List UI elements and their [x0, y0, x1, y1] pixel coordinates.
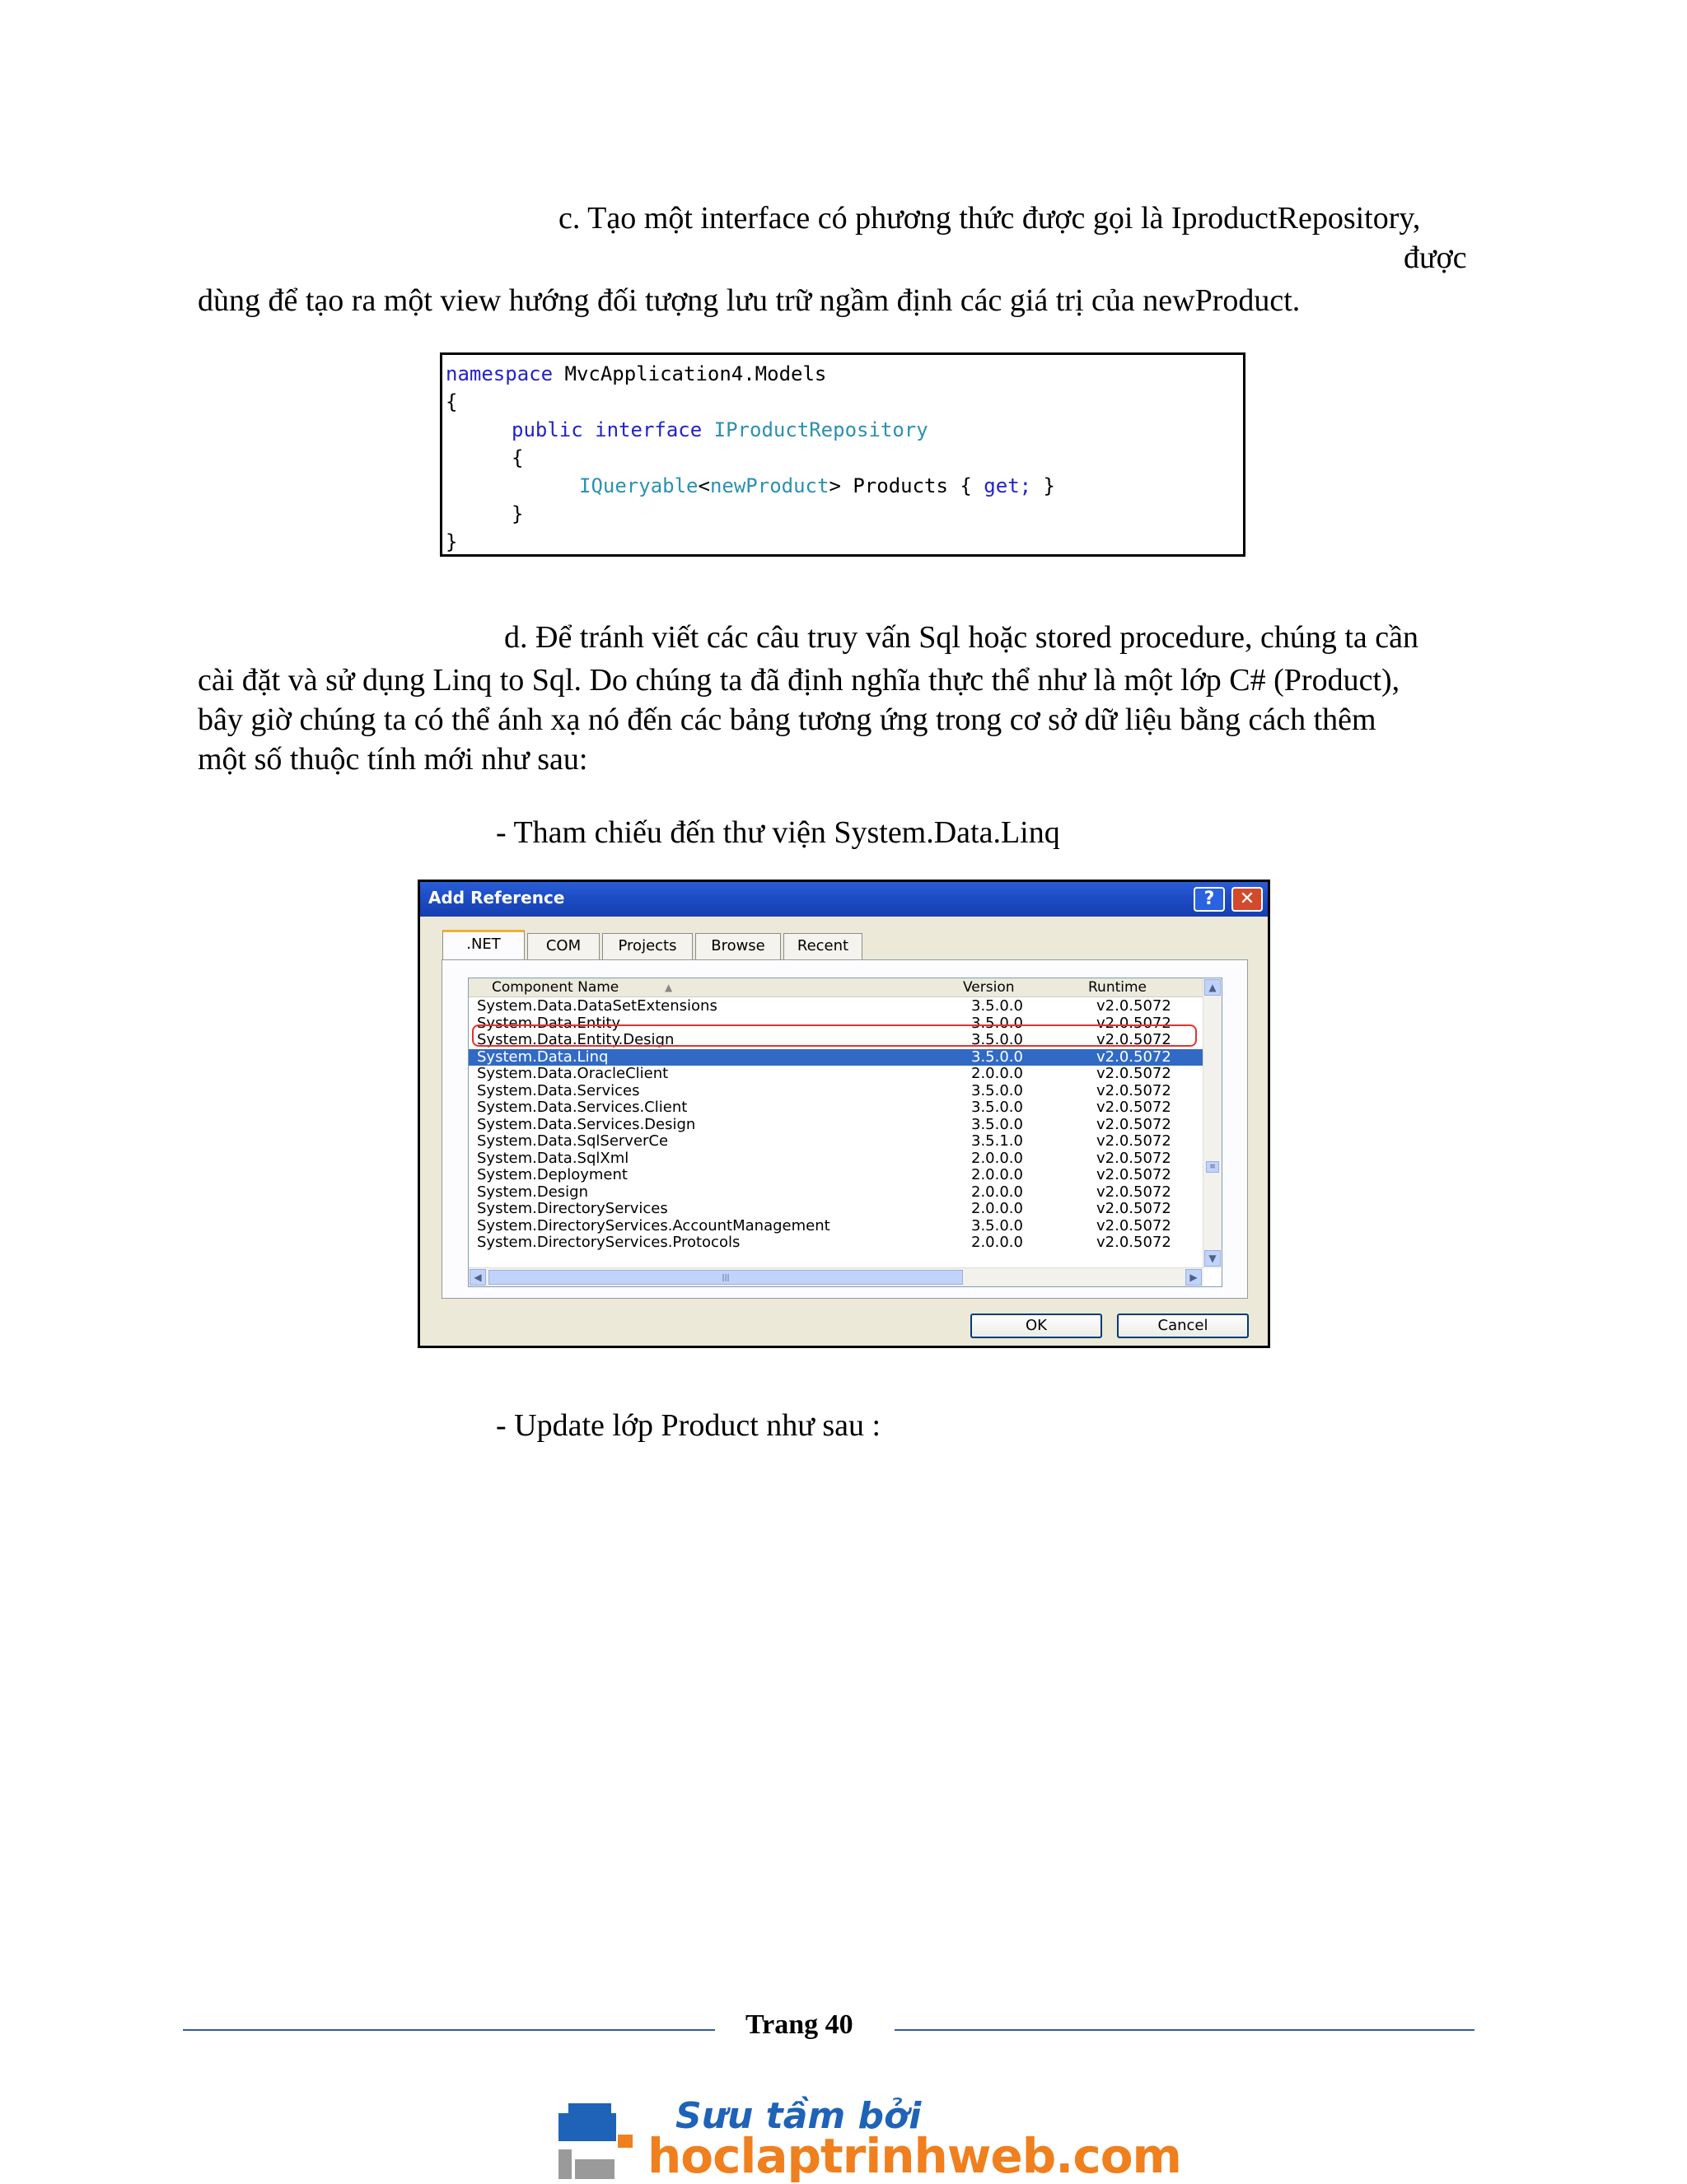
version-cell: 3.5.0.0 — [971, 1216, 1023, 1234]
component-name-cell: System.Design — [477, 1183, 588, 1201]
code-line-6: } — [512, 502, 524, 525]
code-line-7: } — [446, 530, 458, 553]
component-name-cell: System.Deployment — [477, 1166, 628, 1183]
page-number: Trang 40 — [745, 2009, 853, 2040]
component-name-cell: System.Data.OracleClient — [477, 1065, 669, 1082]
list-item[interactable] — [469, 998, 1203, 1015]
version-cell: 3.5.0.0 — [971, 1048, 1023, 1066]
para-d-line3: bây giờ chúng ta có thể ánh xạ nó đến các bảng tương ứng trong cơ sở dữ liệu bằng cách thêm — [198, 702, 1376, 737]
version-cell: 3.5.0.0 — [971, 1014, 1023, 1032]
runtime-cell: v2.0.5072 — [1096, 1099, 1171, 1116]
para-c-line1: c. Tạo một interface có phương thức được gọi là IproductRepository, — [558, 201, 1421, 236]
component-name-cell: System.Data.Services.Design — [477, 1115, 696, 1133]
list-item[interactable] — [469, 1117, 1203, 1133]
version-cell: 2.0.0.0 — [971, 1183, 1023, 1201]
version-cell: 2.0.0.0 — [971, 1149, 1023, 1167]
runtime-cell: v2.0.5072 — [1096, 1200, 1171, 1217]
component-name-cell: System.DirectoryServices.Protocols — [477, 1234, 741, 1251]
code-snippet — [440, 352, 1245, 557]
runtime-cell: v2.0.5072 — [1096, 997, 1171, 1015]
para-d-line2: cài đặt và sử dụng Linq to Sql. Do chúng ta đã định nghĩa thực thể như là một lớp C# (Product), — [198, 663, 1400, 698]
runtime-cell: v2.0.5072 — [1096, 1048, 1171, 1066]
runtime-cell: v2.0.5072 — [1096, 1149, 1171, 1167]
column-runtime[interactable]: Runtime — [1088, 979, 1147, 996]
version-cell: 2.0.0.0 — [971, 1065, 1023, 1082]
para-c-line3: dùng để tạo ra một view hướng đối tượng lưu trữ ngầm định các giá trị của newProduct. — [198, 283, 1301, 318]
logo-site: hoclaptrinhweb.com — [647, 2128, 1181, 2184]
runtime-cell: v2.0.5072 — [1096, 1065, 1171, 1082]
para-c-line2: được — [1404, 240, 1467, 275]
runtime-cell: v2.0.5072 — [1096, 1081, 1171, 1099]
list-item[interactable] — [469, 1167, 1203, 1183]
para-d-line4: một số thuộc tính mới như sau: — [198, 742, 588, 777]
add-reference-dialog — [418, 880, 1270, 1348]
list-item[interactable] — [469, 1184, 1203, 1201]
horizontal-scrollbar[interactable] — [469, 1267, 1203, 1286]
version-cell: 2.0.0.0 — [971, 1234, 1023, 1251]
tab-projects[interactable]: Projects — [602, 933, 693, 959]
list-item[interactable] — [469, 1218, 1203, 1234]
bullet-update: - Update lớp Product như sau : — [496, 1408, 881, 1443]
runtime-cell: v2.0.5072 — [1096, 1234, 1171, 1251]
code-line-1: namespace MvcApplication4.Models — [446, 362, 827, 385]
list-item[interactable] — [469, 1133, 1203, 1150]
dialog-title: Add Reference — [428, 888, 565, 908]
runtime-cell: v2.0.5072 — [1096, 1216, 1171, 1234]
runtime-cell: v2.0.5072 — [1096, 1014, 1171, 1032]
version-cell: 3.5.0.0 — [971, 1031, 1023, 1048]
list-item[interactable] — [469, 1201, 1203, 1217]
list-item[interactable] — [469, 1066, 1203, 1082]
version-cell: 3.5.0.0 — [971, 1115, 1023, 1133]
highlight-ring — [472, 1024, 1197, 1047]
component-list[interactable] — [468, 978, 1222, 1287]
runtime-cell: v2.0.5072 — [1096, 1132, 1171, 1150]
version-cell: 3.5.1.0 — [971, 1132, 1023, 1150]
component-name-cell: System.Data.SqlServerCe — [477, 1132, 669, 1150]
footer-rule-left — [183, 2029, 715, 2031]
version-cell: 2.0.0.0 — [971, 1200, 1023, 1217]
runtime-cell: v2.0.5072 — [1096, 1031, 1171, 1048]
list-item[interactable] — [469, 1150, 1203, 1167]
close-button[interactable]: ✕ — [1231, 887, 1263, 912]
scroll-up-icon[interactable]: ▲ — [1204, 979, 1221, 996]
list-item-selected[interactable] — [469, 1049, 1203, 1066]
version-cell: 3.5.0.0 — [971, 1099, 1023, 1116]
scroll-left-icon[interactable]: ◀ — [470, 1269, 486, 1286]
code-line-3: public interface IProductRepository — [512, 418, 928, 441]
version-cell: 3.5.0.0 — [971, 997, 1023, 1015]
code-line-2: { — [446, 390, 458, 413]
version-cell: 3.5.0.0 — [971, 1081, 1023, 1099]
scroll-down-icon[interactable]: ▼ — [1204, 1250, 1221, 1267]
h-scroll-thumb[interactable]: ||| — [488, 1270, 963, 1285]
runtime-cell: v2.0.5072 — [1096, 1115, 1171, 1133]
component-name-cell: System.Data.DataSetExtensions — [477, 997, 717, 1015]
list-item[interactable] — [469, 1083, 1203, 1099]
component-name-cell: System.DirectoryServices — [477, 1200, 668, 1217]
component-name-cell: System.Data.Services.Client — [477, 1099, 688, 1116]
component-name-cell: System.Data.Entity.Design — [477, 1031, 675, 1048]
component-name-cell: System.DirectoryServices.AccountManagement — [477, 1216, 830, 1234]
component-name-cell: System.Data.Linq — [477, 1048, 609, 1066]
runtime-cell: v2.0.5072 — [1096, 1183, 1171, 1201]
code-line-5: IQueryable<newProduct> Products { get; } — [579, 474, 1055, 497]
cancel-button[interactable]: Cancel — [1117, 1314, 1249, 1338]
tab-recent[interactable]: Recent — [783, 933, 862, 959]
bullet-reference: - Tham chiếu đến thư viện System.Data.Linq — [496, 815, 1060, 850]
ok-button[interactable]: OK — [970, 1314, 1102, 1338]
version-cell: 2.0.0.0 — [971, 1166, 1023, 1183]
list-item[interactable] — [469, 1234, 1203, 1251]
dialog-titlebar[interactable] — [420, 882, 1268, 917]
column-version[interactable]: Version — [963, 979, 1015, 996]
vertical-scrollbar[interactable] — [1203, 978, 1222, 1268]
column-component-name[interactable]: Component Name — [492, 979, 619, 996]
scroll-right-icon[interactable]: ▶ — [1185, 1269, 1202, 1286]
list-item[interactable] — [469, 1099, 1203, 1116]
help-button[interactable]: ? — [1194, 887, 1225, 912]
scroll-thumb[interactable]: ≡ — [1206, 1161, 1219, 1173]
component-name-cell: System.Data.Entity — [477, 1014, 621, 1032]
code-line-4: { — [512, 446, 524, 469]
logo-icon — [557, 2102, 633, 2181]
component-name-cell: System.Data.SqlXml — [477, 1149, 629, 1167]
list-header — [469, 978, 1203, 997]
tab-com[interactable]: COM — [527, 933, 600, 959]
component-name-cell: System.Data.Services — [477, 1081, 640, 1099]
runtime-cell: v2.0.5072 — [1096, 1166, 1171, 1183]
footer-rule-right — [895, 2029, 1474, 2031]
tab-net[interactable]: .NET — [442, 930, 525, 960]
sort-ascending-icon: ▲ — [665, 982, 673, 993]
tab-browse[interactable]: Browse — [695, 933, 781, 959]
logo-tagline: Sưu tầm bởi — [675, 2095, 922, 2137]
para-d-line1: d. Để tránh viết các câu truy vấn Sql hoặc stored procedure, chúng ta cần — [504, 620, 1418, 655]
